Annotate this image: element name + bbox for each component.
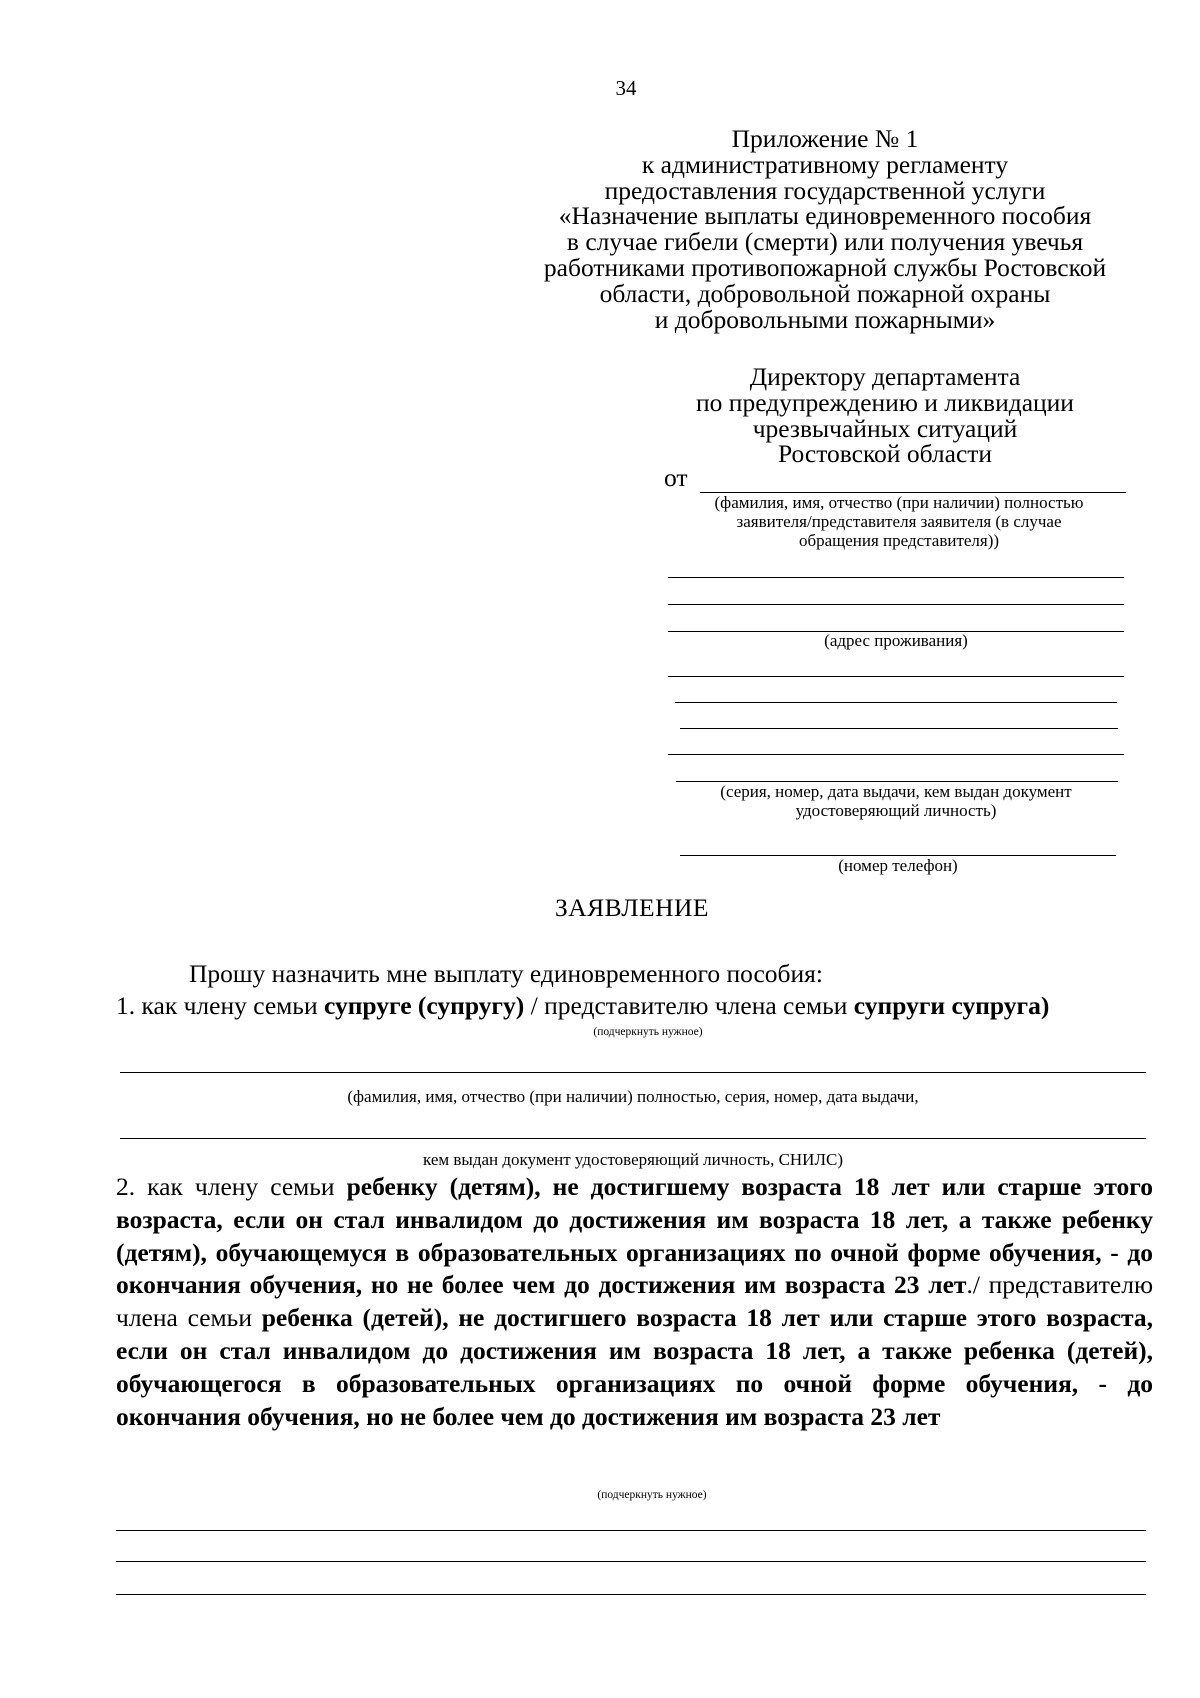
appendix-line: и добровольными пожарными» (654, 304, 996, 334)
hint-line: удостоверяющий личность) (795, 801, 997, 820)
document-title: ЗАЯВЛЕНИЕ (554, 893, 709, 922)
appendix-line: «Назначение выплаты единовременного пособия (558, 201, 1092, 231)
addressee-line: чрезвычайных ситуаций (752, 413, 1018, 443)
document-hint (668, 782, 1124, 820)
hint-line: (фамилия, имя, отчество (при наличии) полностью (714, 493, 1084, 512)
item-1-option-spouse: супруге (супругу) (323, 991, 525, 1020)
appendix-line: области, добровольной пожарной охраны (599, 278, 1051, 308)
document-field-line[interactable] (668, 676, 1124, 677)
addressee-block (660, 364, 1110, 467)
item-1 (116, 990, 1176, 1021)
address-field-line[interactable] (668, 577, 1124, 578)
address-hint: (адрес проживания) (824, 631, 968, 650)
applicant-name-hint (668, 493, 1130, 550)
item-2-option-representative: ребенка (детей), не достигшего возраста 18 лет или старше этого возраста, если он стал инвалидом до достижения им возраста 18 лет, а также ребенка (детей), обучающегося в образовательных организациях по очной форме обучения, - до окончания обучения, но не более чем до достижения им возраста 23 лет (116, 1303, 1153, 1431)
request-text: Прошу назначить мне выплату единовременного пособия: (189, 959, 823, 988)
hint-line: обращения представителя)) (798, 531, 1000, 550)
addressee-line: Ростовской области (777, 439, 993, 469)
appendix-line: к административному регламенту (641, 149, 1009, 179)
underline-hint-2: (подчеркнуть нужное) (597, 1489, 707, 1501)
addressee-line: Директору департамента (749, 362, 1021, 391)
appendix-header (505, 126, 1145, 332)
document-field-line[interactable] (680, 728, 1118, 729)
item-2-prefix: 2. как члену семьи (116, 1172, 347, 1201)
item-2 (116, 1171, 1153, 1433)
appendix-line: Приложение № 1 (731, 124, 919, 153)
document-field-line[interactable] (668, 754, 1124, 755)
item-1-field-line[interactable] (120, 1138, 1146, 1139)
appendix-line: в случае гибели (смерти) или получения увечья (566, 227, 1084, 257)
hint-line: (серия, номер, дата выдачи, кем выдан документ (720, 782, 1072, 801)
hint-line: заявителя/представителя заявителя (в случае (736, 512, 1062, 531)
appendix-line: работниками противопожарной службы Ростовской (543, 252, 1107, 282)
item-2-field-line[interactable] (116, 1561, 1146, 1562)
item-2-field-line[interactable] (116, 1594, 1146, 1595)
address-field-line[interactable] (668, 604, 1124, 605)
item-2-middle: ./ представителю члена семьи (116, 1270, 1154, 1333)
from-label: от (664, 463, 688, 492)
item-1-field-line[interactable] (120, 1072, 1146, 1073)
item-1-prefix: 1. как члену семьи (116, 991, 324, 1020)
page-number: 34 (615, 76, 637, 100)
item-1-option-representative: супруги супруга) (853, 991, 1050, 1020)
item-1-hint-2: кем выдан документ удостоверяющий личность, СНИЛС) (423, 1150, 843, 1169)
underline-hint: (подчеркнуть нужное) (593, 1026, 703, 1038)
item-1-middle: / представителю члена семьи (524, 991, 854, 1020)
addressee-line: по предупреждению и ликвидации (696, 387, 1074, 417)
item-2-field-line[interactable] (116, 1530, 1146, 1531)
phone-hint: (номер телефон) (838, 856, 958, 875)
item-1-hint-1: (фамилия, имя, отчество (при наличии) полностью, серия, номер, дата выдачи, (347, 1087, 919, 1106)
appendix-line: предоставления государственной услуги (604, 175, 1046, 205)
item-2-option-child: ребенку (детям), не достигшему возраста 18 лет или старше этого возраста, если он стал инвалидом до достижения им возраста 18 лет, а также ребенку (детям), обучающемуся в образовательных организациях по очной форме обучения, - до окончания обучения, но не более чем до достижения им возраста 23 лет (116, 1172, 1153, 1300)
document-field-line[interactable] (675, 702, 1117, 703)
